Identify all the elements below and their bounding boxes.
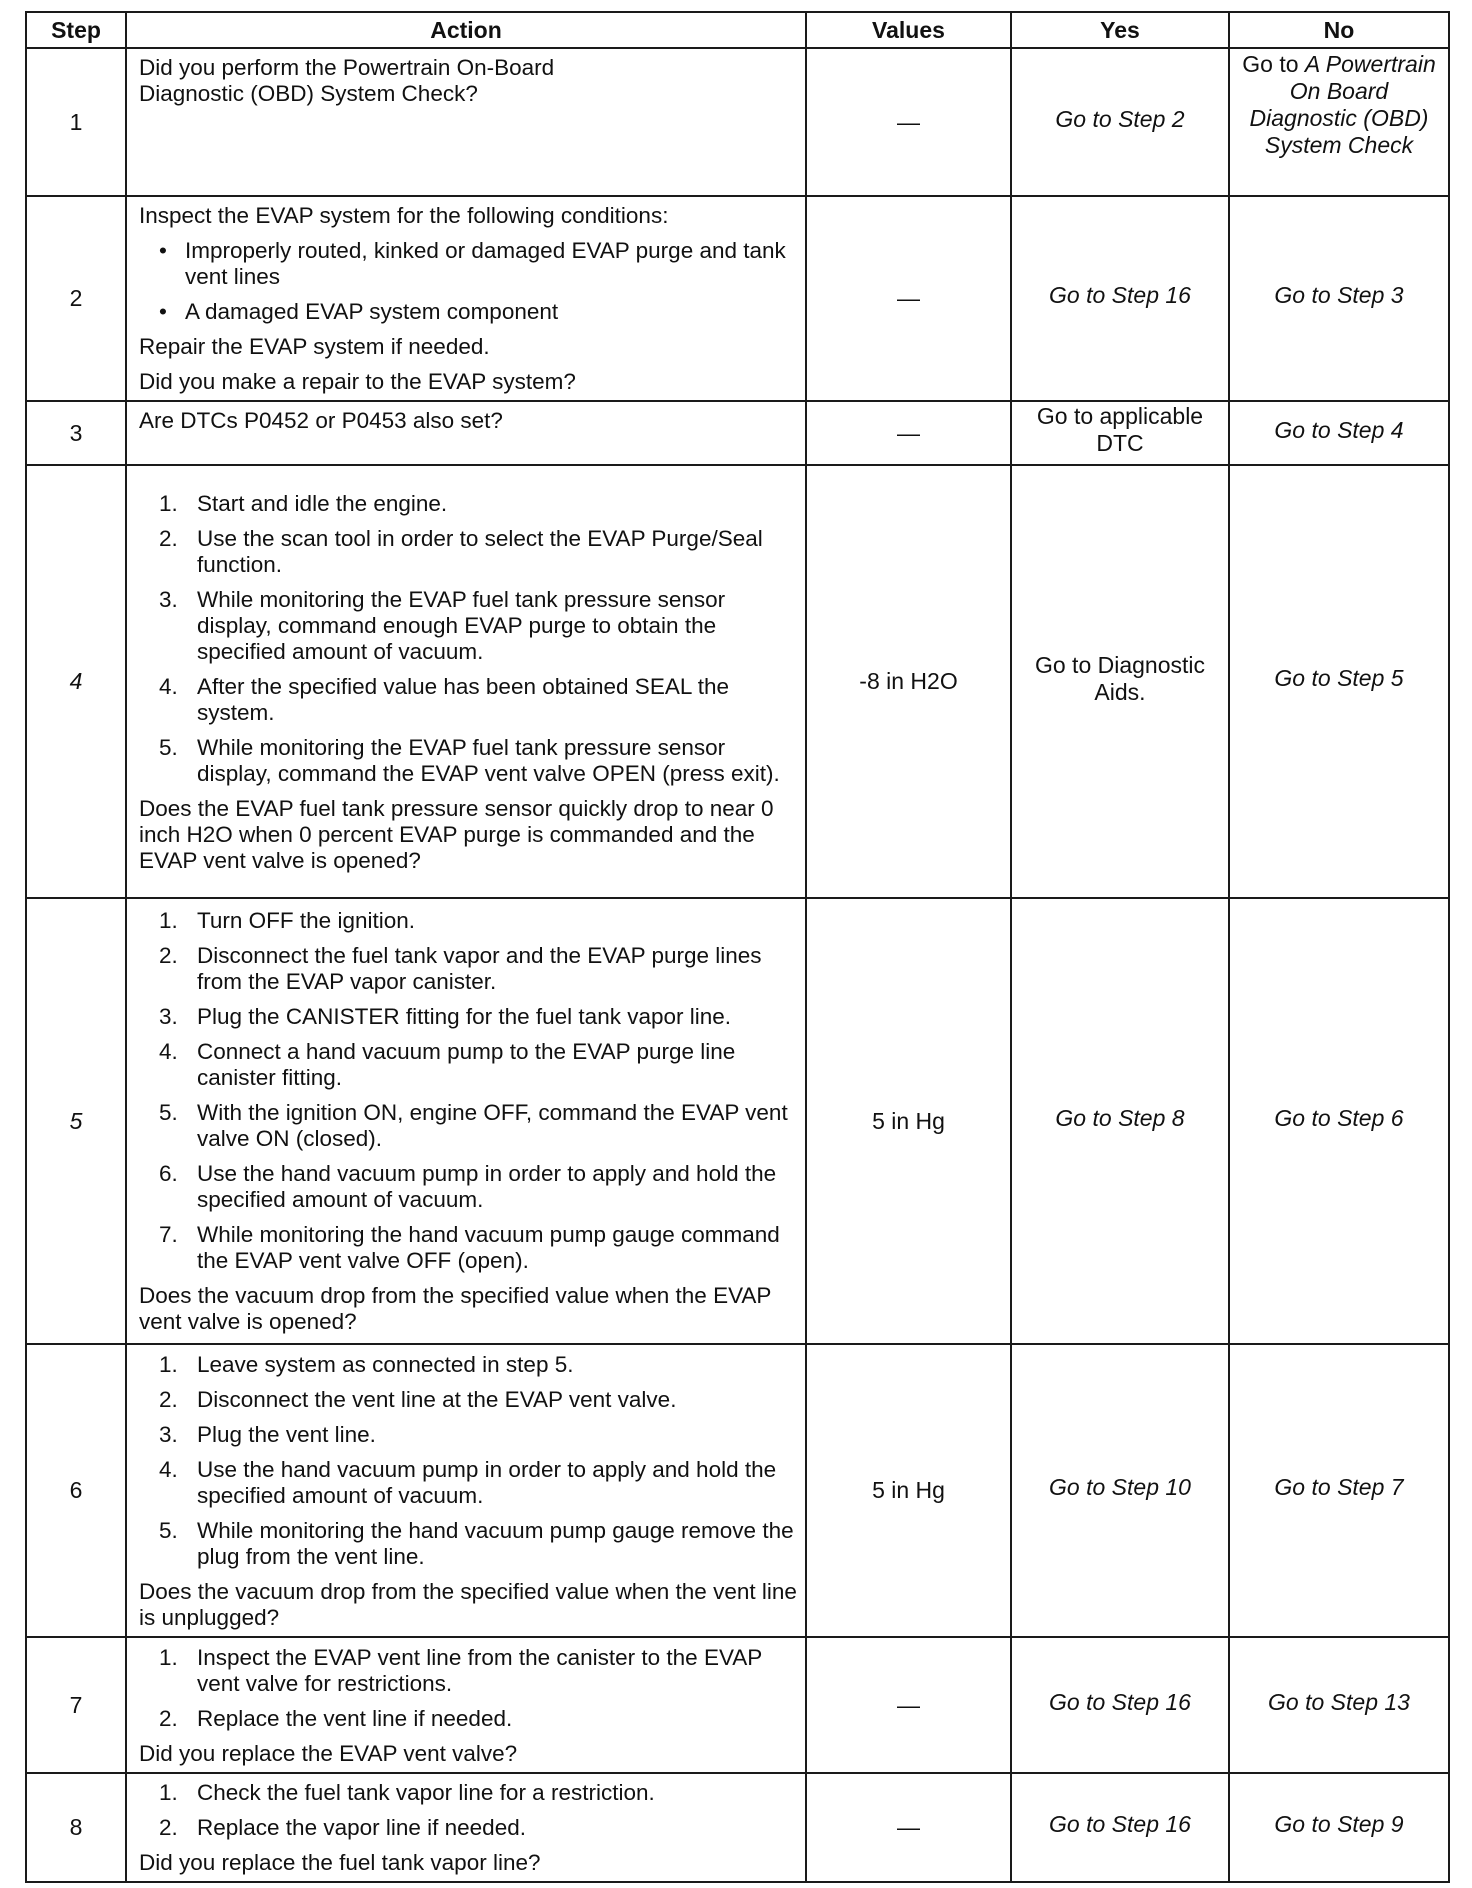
value-cell: -8 in H2O <box>806 465 1011 898</box>
no-cell <box>1229 465 1449 898</box>
yes-link: Go to Diagnostic Aids. <box>1034 651 1206 705</box>
no-prefix: Go to <box>1242 51 1299 77</box>
step-number: 2 <box>26 196 126 401</box>
yes-cell <box>1011 1773 1229 1882</box>
step-item: 6. Use the hand vacuum pump in order to apply and hold the specified amount of vacuum. <box>159 1161 777 1212</box>
step-item: 5. While monitoring the EVAP fuel tank pressure sensor display, command the EVAP vent valve OPEN (press exit). <box>159 734 780 786</box>
step-item: 3. While monitoring the EVAP fuel tank pressure sensor display, command enough EVAP purge to obtain the specified amount of vacuum. <box>159 586 726 664</box>
step-item-text: Use the scan tool in order to select the EVAP Purge/Seal function. <box>197 525 763 577</box>
no-link: Go to Step 4 <box>1274 416 1404 443</box>
action-question: Did you make a repair to the EVAP system? <box>139 369 576 394</box>
step-number: 1 <box>26 48 126 196</box>
step-item-text: Start and idle the engine. <box>197 490 448 516</box>
yes-cell <box>1011 401 1229 465</box>
action-cell <box>126 401 806 465</box>
step-item: 2. Disconnect the fuel tank vapor and the EVAP purge lines from the EVAP vapor canister. <box>159 943 762 994</box>
action-question: Are DTCs P0452 or P0453 also set? <box>139 408 503 433</box>
no-link: Go to Step 6 <box>1274 1104 1404 1131</box>
value-cell: 5 in Hg <box>806 898 1011 1344</box>
action-question: Does the EVAP fuel tank pressure sensor quickly drop to near 0 inch H2O when 0 percent EVAP purge is commanded and the EVAP vent valve is opened? <box>139 795 774 873</box>
step-item: 1. Start and idle the engine. <box>159 490 448 516</box>
step-item-text: With the ignition ON, engine OFF, command the EVAP vent valve ON (closed). <box>197 1100 788 1151</box>
no-cell <box>1229 1344 1449 1637</box>
action-cell <box>126 196 806 401</box>
header-step: Step <box>26 12 126 48</box>
table-row <box>26 48 1449 196</box>
diagnostic-table <box>25 11 1450 1883</box>
no-link: A Powertrain On Board Diagnostic (OBD) System Check <box>1249 51 1436 158</box>
step-item: 1. Check the fuel tank vapor line for a restriction. <box>159 1780 655 1805</box>
step-item: 4. After the specified value has been obtained SEAL the system. <box>159 673 730 725</box>
step-item: 2. Replace the vent line if needed. <box>159 1705 513 1731</box>
step-number: 4 <box>26 465 126 898</box>
yes-link: Go to Step 8 <box>1055 1104 1185 1131</box>
step-item: 3. Plug the CANISTER fitting for the fuel tank vapor line. <box>159 1004 732 1029</box>
no-cell <box>1229 898 1449 1344</box>
table-row <box>26 465 1449 898</box>
action-intro: Inspect the EVAP system for the following conditions: <box>139 203 669 228</box>
value-cell: — <box>806 196 1011 401</box>
action-note: Repair the EVAP system if needed. <box>139 334 490 359</box>
step-item: 1. Leave system as connected in step 5. <box>159 1351 574 1377</box>
table-row <box>26 1637 1449 1773</box>
step-item: 1. Turn OFF the ignition. <box>159 908 416 933</box>
step-item-text: Replace the vapor line if needed. <box>197 1815 526 1840</box>
action-question: Does the vacuum drop from the specified value when the vent line is unplugged? <box>139 1578 797 1630</box>
step-number: 3 <box>26 401 126 465</box>
yes-link: Go to Step 16 <box>1049 1688 1191 1715</box>
no-cell <box>1229 48 1449 196</box>
step-item-text: While monitoring the EVAP fuel tank pressure sensor display, command enough EVAP purge to obtain the specified amount of vacuum. <box>197 586 726 664</box>
yes-cell <box>1011 196 1229 401</box>
value-cell: — <box>806 1637 1011 1773</box>
step-item-text: While monitoring the hand vacuum pump gauge command the EVAP vent valve OFF (open). <box>197 1222 780 1273</box>
bullet-item: • A damaged EVAP system component <box>159 299 559 324</box>
yes-link: Go to applicable DTC <box>1036 403 1204 456</box>
step-number: 6 <box>26 1344 126 1637</box>
step-item: 3. Plug the vent line. <box>159 1421 376 1447</box>
value-cell: — <box>806 1773 1011 1882</box>
header-no: No <box>1229 12 1449 48</box>
step-number: 5 <box>26 898 126 1344</box>
step-item-text: Plug the CANISTER fitting for the fuel tank vapor line. <box>197 1004 732 1029</box>
table-row <box>26 898 1449 1344</box>
yes-link: Go to Step 16 <box>1049 1811 1191 1837</box>
yes-cell <box>1011 1637 1229 1773</box>
step-item: 2. Replace the vapor line if needed. <box>159 1815 526 1840</box>
value-cell: — <box>806 48 1011 196</box>
bullet-text: Improperly routed, kinked or damaged EVAP purge and tank vent lines <box>185 238 786 289</box>
step-item-text: Plug the vent line. <box>197 1421 376 1447</box>
action-cell <box>126 1344 806 1637</box>
action-cell <box>126 1773 806 1882</box>
action-cell <box>126 898 806 1344</box>
step-item-text: While monitoring the hand vacuum pump gauge remove the plug from the vent line. <box>197 1517 794 1569</box>
header-action: Action <box>126 12 806 48</box>
step-item: 5. While monitoring the hand vacuum pump gauge remove the plug from the vent line. <box>159 1517 794 1569</box>
table-row <box>26 1344 1449 1637</box>
step-item-text: Connect a hand vacuum pump to the EVAP purge line canister fitting. <box>197 1039 736 1090</box>
step-item-text: Inspect the EVAP vent line from the canister to the EVAP vent valve for restrictions. <box>197 1644 762 1696</box>
no-link: Go to Step 5 <box>1274 665 1404 691</box>
step-item-text: Disconnect the fuel tank vapor and the EVAP purge lines from the EVAP vapor canister. <box>197 943 762 994</box>
action-cell <box>126 1637 806 1773</box>
action-question: Did you replace the EVAP vent valve? <box>139 1740 518 1766</box>
step-item-text: Use the hand vacuum pump in order to apply and hold the specified amount of vacuum. <box>197 1456 777 1508</box>
table-row <box>26 1773 1449 1882</box>
action-question: Does the vacuum drop from the specified value when the EVAP vent valve is opened? <box>139 1283 772 1334</box>
no-cell <box>1229 196 1449 401</box>
yes-cell <box>1011 1344 1229 1637</box>
no-cell <box>1229 1637 1449 1773</box>
step-item-text: Leave system as connected in step 5. <box>197 1351 574 1377</box>
yes-link: Go to Step 10 <box>1049 1474 1191 1500</box>
yes-link: Go to Step 2 <box>1055 105 1185 132</box>
no-link: Go to Step 7 <box>1274 1474 1404 1500</box>
yes-cell <box>1011 48 1229 196</box>
value-cell: — <box>806 401 1011 465</box>
action-cell <box>126 465 806 898</box>
step-number: 7 <box>26 1637 126 1773</box>
step-item-text: While monitoring the EVAP fuel tank pressure sensor display, command the EVAP vent valve OPEN (press exit). <box>197 734 780 786</box>
table-row <box>26 401 1449 465</box>
action-question: Did you replace the fuel tank vapor line? <box>139 1850 541 1875</box>
no-link: Go to Step 13 <box>1268 1688 1410 1715</box>
step-item: 7. While monitoring the hand vacuum pump gauge command the EVAP vent valve OFF (open). <box>159 1222 780 1273</box>
action-question: Did you perform the Powertrain On-Board Diagnostic (OBD) System Check? <box>139 55 555 106</box>
bullet-text: A damaged EVAP system component <box>185 299 559 324</box>
step-item: 4. Connect a hand vacuum pump to the EVAP purge line canister fitting. <box>159 1039 736 1090</box>
no-link: Go to Step 9 <box>1274 1811 1404 1837</box>
step-item-text: Replace the vent line if needed. <box>197 1705 513 1731</box>
yes-cell <box>1011 465 1229 898</box>
table-row <box>26 196 1449 401</box>
header-values: Values <box>806 12 1011 48</box>
step-item-text: Turn OFF the ignition. <box>197 908 416 933</box>
step-item: 2. Use the scan tool in order to select the EVAP Purge/Seal function. <box>159 525 763 577</box>
no-cell <box>1229 401 1449 465</box>
value-cell: 5 in Hg <box>806 1344 1011 1637</box>
action-cell <box>126 48 806 196</box>
yes-cell <box>1011 898 1229 1344</box>
step-item-text: Check the fuel tank vapor line for a restriction. <box>197 1780 655 1805</box>
header-row <box>26 12 1449 48</box>
header-yes: Yes <box>1011 12 1229 48</box>
step-item: 4. Use the hand vacuum pump in order to apply and hold the specified amount of vacuum. <box>159 1456 777 1508</box>
step-item-text: Disconnect the vent line at the EVAP vent valve. <box>197 1386 677 1412</box>
step-item-text: After the specified value has been obtained SEAL the system. <box>197 673 730 725</box>
yes-link: Go to Step 16 <box>1049 282 1191 308</box>
step-number: 8 <box>26 1773 126 1882</box>
no-link: Go to Step 3 <box>1274 282 1404 308</box>
step-item: 1. Inspect the EVAP vent line from the canister to the EVAP vent valve for restrictions. <box>159 1644 762 1696</box>
step-item: 2. Disconnect the vent line at the EVAP vent valve. <box>159 1386 677 1412</box>
bullet-item: • Improperly routed, kinked or damaged EVAP purge and tank vent lines <box>159 238 786 289</box>
step-item: 5. With the ignition ON, engine OFF, command the EVAP vent valve ON (closed). <box>159 1100 788 1151</box>
step-item-text: Use the hand vacuum pump in order to apply and hold the specified amount of vacuum. <box>197 1161 777 1212</box>
no-cell <box>1229 1773 1449 1882</box>
